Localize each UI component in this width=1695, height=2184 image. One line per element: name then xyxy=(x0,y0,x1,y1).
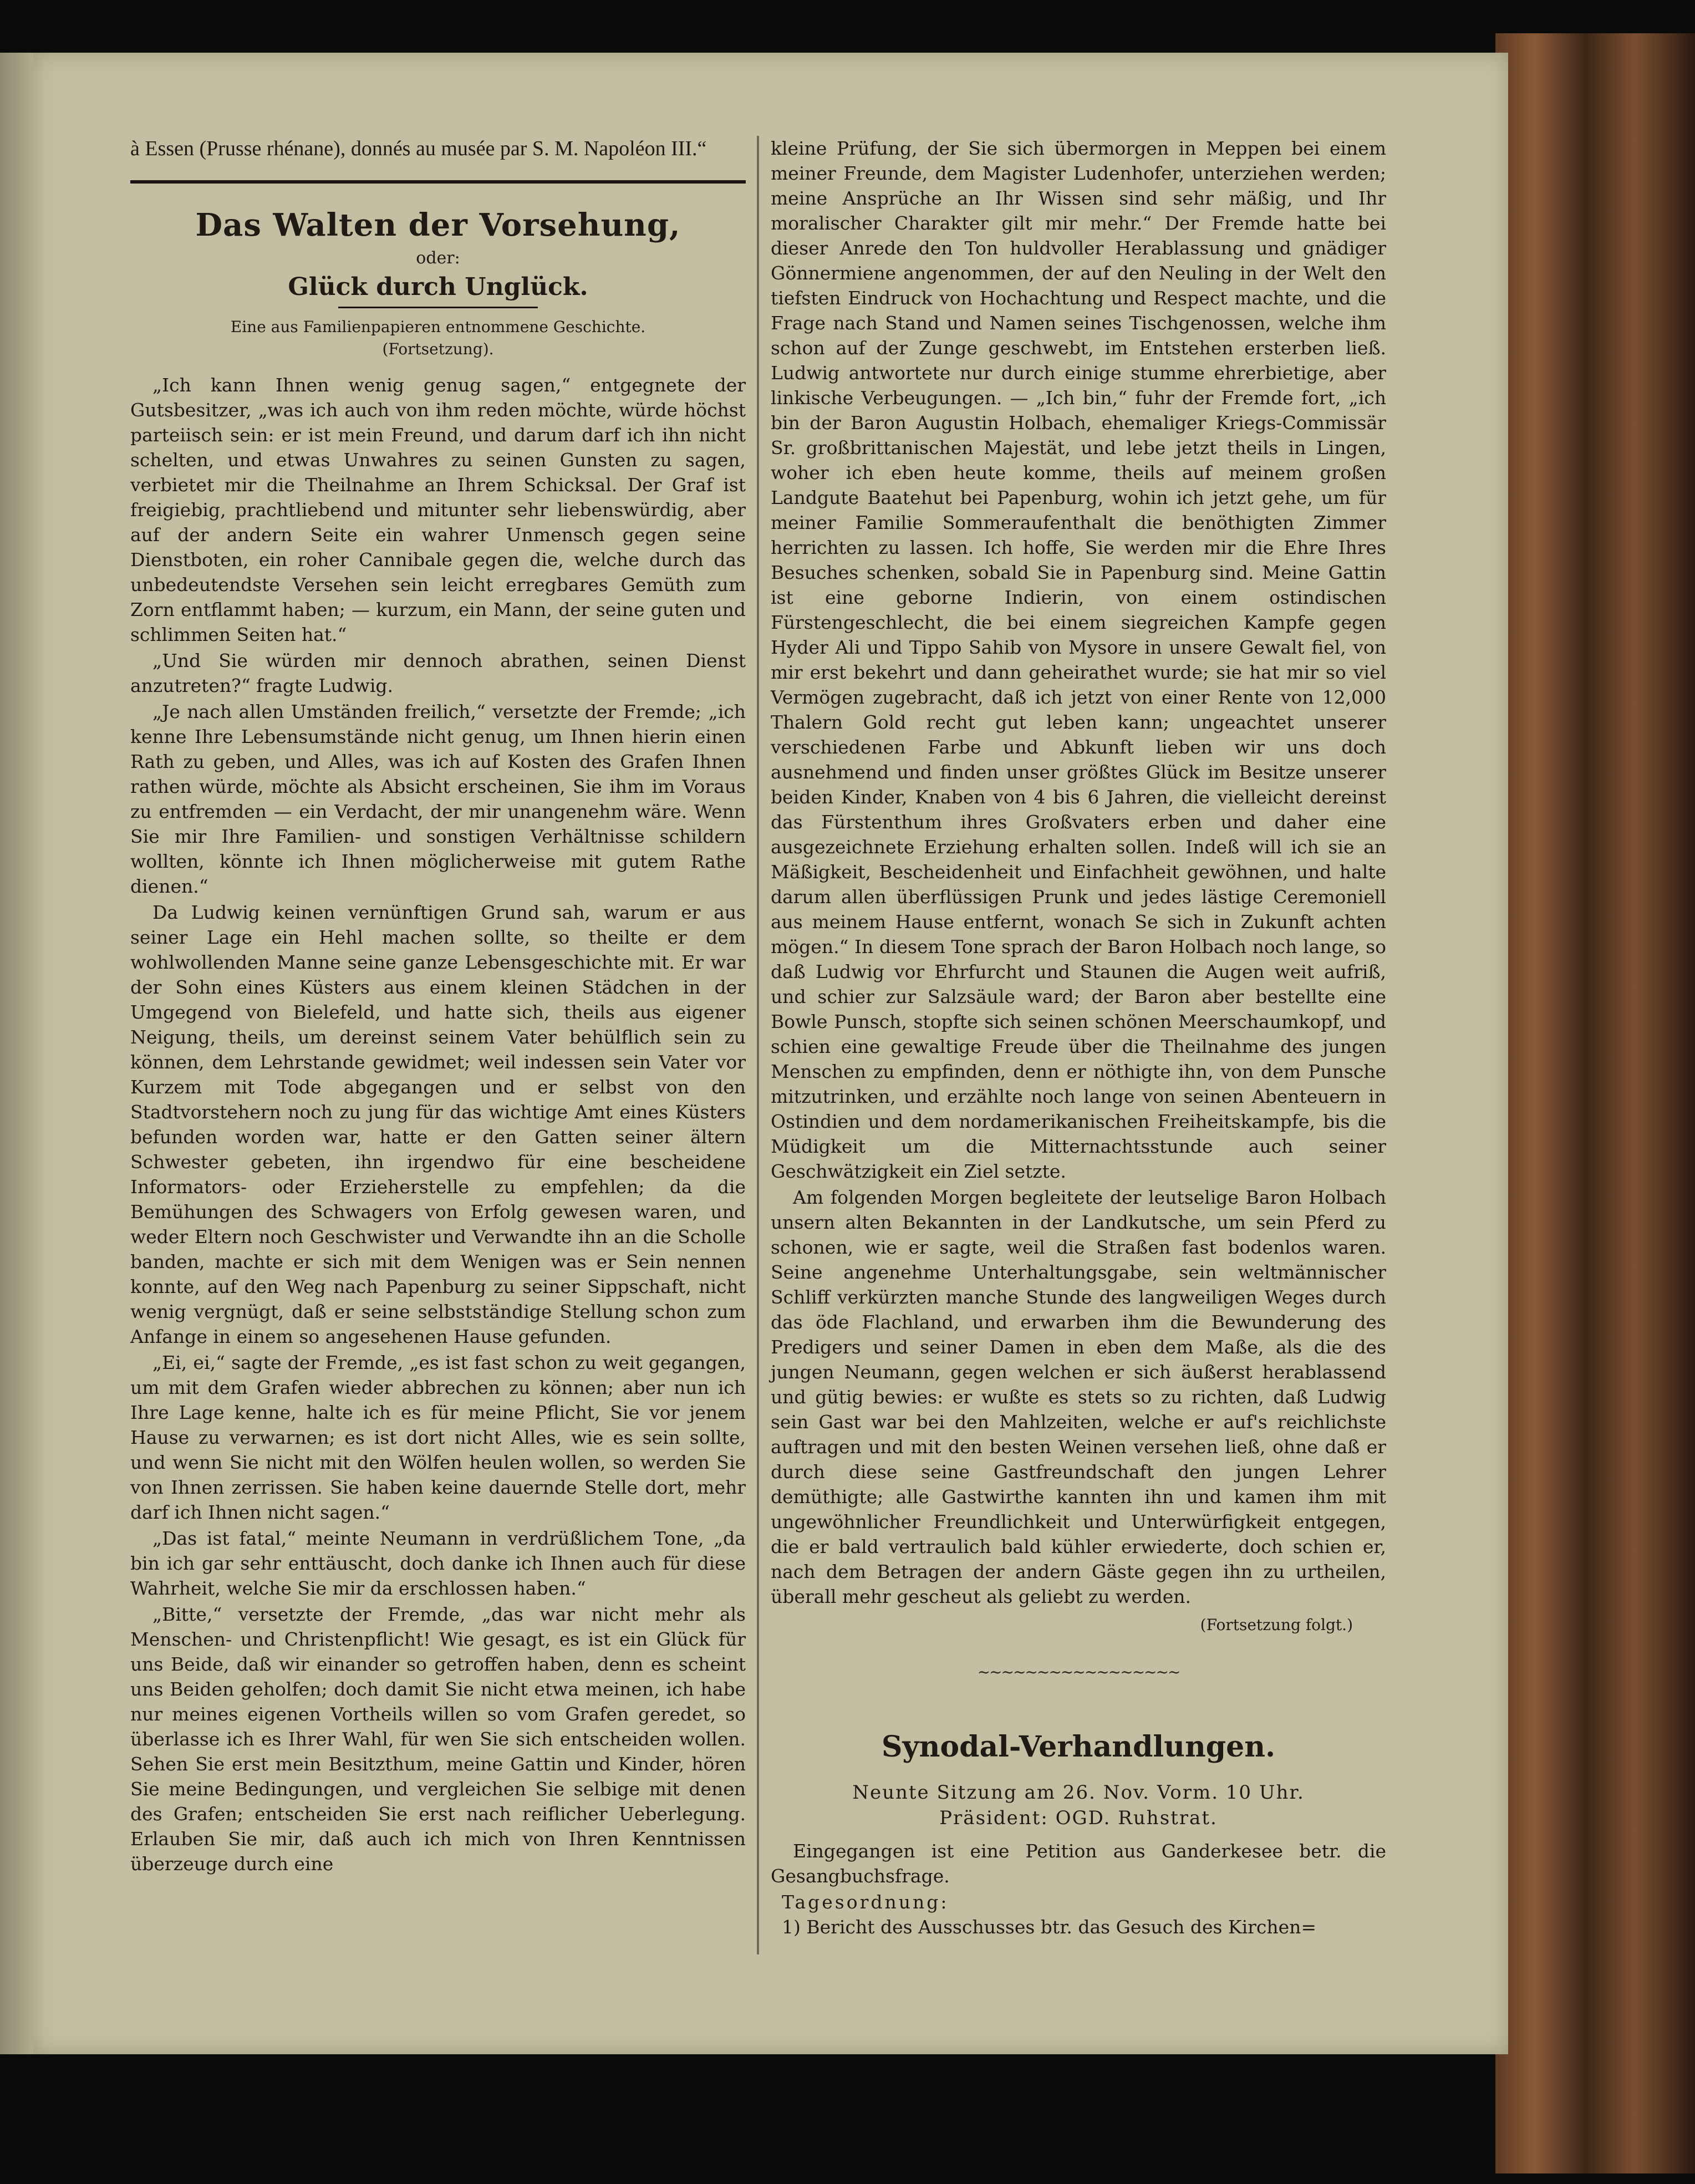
agenda-item: 1) Bericht des Ausschusses btr. das Gesuch des Kirchen= xyxy=(782,1916,1317,1938)
story-oder: oder: xyxy=(416,248,460,268)
story-paragraph: „Und Sie würden mir dennoch abrathen, seinen Dienst anzutreten?“ fragte Ludwig. xyxy=(130,650,746,696)
story-paragraph: „Ich kann Ihnen wenig genug sagen,“ entgegnete der Gutsbesitzer, „was ich auch von ihm reden möchte, würde höchst parteiisch sein: er ist mein Freund, und darum darf ich ihn nicht schelten, und etwas Unwahres zu seinen Gunsten zu sagen, verbietet mir die Theilnahme an Ihrem Schicksal. Der Graf ist freigiebig, prachtliebend und mitunter sehr liebenswürdig, aber auf der andern Seite ein wahrer Unmensch gegen seine Dienstboten, ein roher Cannibale gegen die, welche durch das unbedeutendste Versehen sein leicht erregbares Gemüth zum Zorn entflammt haben; — kurzum, ein Mann, der seine guten und schlimmen Seiten hat.“ xyxy=(130,374,746,645)
story-subtitle: Glück durch Unglück. xyxy=(288,273,588,301)
section-rule xyxy=(130,180,746,184)
story-paragraph: Am folgenden Morgen begleitete der leutselige Baron Holbach unsern alten Bekannten in der Landkutsche, um sein Pferd zu schonen, wie er sagte, weil die Straßen fast bodenlos waren. Seine angenehme Unterhaltungsgabe, sein weltmännischer Schliff verkürzten manche Stunde des langweiligen Weges durch das öde Flachland, und erwarben ihm die Bewunderung des Predigers und seiner Damen in eben dem Maße, als die des jungen Neumann, gegen welchen er sich äußerst herablassend und gütig bewies: er wußte es stets so zu richten, daß Ludwig sein Gast war bei den Mahlzeiten, welche er auf's reichlichste auftragen und mit den besten Weinen versehen ließ, ohne daß er durch diese seine Gastfreundschaft den jungen Lehrer demüthigte; alle Gastwirthe kannten ihn und kamen ihm mit ungewöhnlicher Freundlichkeit und Unterwürfigkeit entgegen, die er bald vertraulich bald kühler erwiederte, doch schien er, nach dem Betragen der andern Gäste gegen ihn zu urtheilen, überall mehr gescheut als geliebt zu werden. xyxy=(771,1187,1386,1607)
book-edge xyxy=(1495,33,1695,2173)
column-divider xyxy=(757,136,759,1954)
intro-text: à Essen (Prusse rhénane), donnés au musée par S. M. Napoléon III.“ xyxy=(130,137,707,160)
subtitle-rule xyxy=(338,307,538,308)
president-line: Präsident: OGD. Ruhstrat. xyxy=(939,1807,1218,1829)
story-paragraph: „Je nach allen Umständen freilich,“ versetzte der Fremde; „ich kenne Ihre Lebensumstände nicht genug, um Ihnen hierin einen Rath zu geben, und Alles, was ich auf Kosten des Grafen Ihnen rathen würde, möchte als Absicht erscheinen, Sie ihm im Voraus zu entfremden — ein Verdacht, der mir unangenehm wäre. Wenn Sie mir Ihre Familien- und sonstigen Verhältnisse schildern wollten, könnte ich Ihnen möglicherweise mit gutem Rathe dienen.“ xyxy=(130,701,746,897)
story-paragraph: „Bitte,“ versetzte der Fremde, „das war nicht mehr als Menschen- und Christenpflicht! Wie gesagt, es ist ein Glück für uns Beide, daß wir einander so getroffen haben, denn es scheint uns Beiden geholfen; doch damit Sie nicht etwa meinen, ich habe nur meines eigenen Vortheils willen so vom Grafen geredet, so überlasse ich es Ihrer Wahl, für wen Sie sich entscheiden wollen. Sehen Sie erst mein Besitzthum, meine Gattin und Kinder, hören Sie meine Bedingungen, und vergleichen Sie selbige mit denen des Grafen; entscheiden Sie erst nach reiflicher Ueberlegung. Erlauben Sie mir, daß auch ich mich von Ihren Kenntnissen überzeuge durch eine xyxy=(130,1603,746,1875)
session-line: Neunte Sitzung am 26. Nov. Vorm. 10 Uhr. xyxy=(852,1781,1305,1804)
petition-text: Eingegangen ist eine Petition aus Ganderkesee betr. die Gesangbuchsfrage. xyxy=(771,1840,1386,1887)
story-title: Das Walten der Vorsehung, xyxy=(195,207,681,243)
synod-title: Synodal-Verhandlungen. xyxy=(881,1730,1276,1764)
newspaper-page xyxy=(33,53,1508,2054)
right-column xyxy=(771,136,1386,1939)
story-paragraph: „Ei, ei,“ sagte der Fremde, „es ist fast schon zu weit gegangen, um mit dem Grafen wieder abbrechen zu können; aber nun ich Ihre Lage kenne, halte ich es für meine Pflicht, Sie vor jenem Hause zu verwarnen; es ist dort nicht Alles, wie es sein sollte, und wenn Sie nicht mit den Wölfen heulen wollen, so werden Sie von Ihnen zerrissen. Sie haben keine dauernde Stelle dort, mehr darf ich Ihnen nicht sagen.“ xyxy=(130,1352,746,1523)
left-column xyxy=(130,136,746,1877)
story-source: Eine aus Familienpapieren entnommene Geschichte. xyxy=(230,318,646,336)
story-continuation: (Fortsetzung). xyxy=(382,340,494,358)
to-be-continued: (Fortsetzung folgt.) xyxy=(1200,1616,1353,1634)
wavy-separator: ~~~~~~~~~~~~~~~~~ xyxy=(977,1663,1180,1681)
story-paragraph: kleine Prüfung, der Sie sich übermorgen in Meppen bei einem meiner Freunde, dem Magister Ludenhofer, unterziehen werden; meine Ansprüche an Ihr Wissen sind sehr mäßig, und Ihr moralischer Charakter gilt mir mehr.“ Der Fremde hatte bei dieser Anrede den Ton huldvoller Herablassung und gnädiger Gönnermiene angenommen, der auf den Neuling in der Welt den tiefsten Eindruck von Hochachtung und Respect machte, und die Frage nach Stand und Namen seines Tischgenossen, welche ihm schon auf der Zunge geschwebt, im Entstehen ersterben ließ. Ludwig antwortete nur durch einige stumme ehrerbietige, aber linkische Verbeugungen. — „Ich bin,“ fuhr der Fremde fort, „ich bin der Baron Augustin Holbach, ehemaliger Kriegs-Commissär Sr. großbrittanischen Majestät, und lebe jetzt theils in Lingen, woher ich eben heute komme, theils auf meinem großen Landgute Baatehut bei Papenburg, wohin ich jetzt gehe, um für meiner Familie Sommeraufenthalt die benöthigten Zimmer herrichten zu lassen. Ich hoffe, Sie werden mir die Ehre Ihres Besuches schenken, sobald Sie in Papenburg sind. Meine Gattin ist eine geborne Indierin, von einem ostindischen Fürstengeschlecht, die bei einem siegreichen Kampfe gegen Hyder Ali und Tippo Sahib von Mysore in unsere Gewalt fiel, von mir erst bekehrt und dann geheirathet wurde; sie hat mir so viel Vermögen zugebracht, daß ich jetzt von einer Rente von 12,000 Thalern Gold recht gut leben kann; ungeachtet unserer verschiedenen Farbe und Abkunft lieben wir uns doch ausnehmend und finden unser größtes Glück im Besitze unserer beiden Kinder, Knaben von 4 bis 6 Jahren, die vielleicht dereinst das Fürstenthum ihres Großvaters erben und daher eine ausgezeichnete Erziehung erhalten sollen. Indeß will ich sie an Mäßigkeit, Bescheidenheit und Einfachheit gewöhnen, und halte darum allen überflüssigen Prunk und jedes lästige Ceremoniell aus meinem Hause entfernt, wonach Se sich in Zukunft achten mögen.“ In diesem Tone sprach der Baron Holbach noch lange, so daß Ludwig vor Ehrfurcht und Staunen die Augen weit aufriß, und schier zur Salzsäule ward; der Baron aber bestellte eine Bowle Punsch, stopfte sich seinen schönen Meerschaumkopf, und schien eine gewaltige Freude über die Theilnahme des jungen Menschen zu empfinden, denn er nöthigte ihn, von dem Punsche mitzutrinken, und erzählte noch lange von seinen Abenteuern in Ostindien und dem nordamerikanischen Freiheitskampfe, bis die Müdigkeit um die Mitternachtsstunde auch seiner Geschwätzigkeit ein Ziel setzte. xyxy=(771,138,1386,1182)
story-paragraph: „Das ist fatal,“ meinte Neumann in verdrüßlichem Tone, „da bin ich gar sehr enttäuscht, doch danke ich Ihnen auch für diese Wahrheit, welche Sie mir da erschlossen haben.“ xyxy=(130,1528,746,1599)
agenda-label: Tagesordnung: xyxy=(782,1891,949,1913)
story-paragraph: Da Ludwig keinen vernünftigen Grund sah, warum er aus seiner Lage ein Hehl machen sollte, so theilte er dem wohlwollenden Manne seine ganze Lebensgeschichte mit. Er war der Sohn eines Küsters aus einem kleinen Städchen in der Umgegend von Bielefeld, und hatte sich, theils aus eigener Neigung, theils, um dereinst seinem Vater behülflich sein zu können, dem Lehrstande gewidmet; weil indessen sein Vater vor Kurzem mit Tode abgegangen und er selbst von den Stadtvorstehern noch zu jung für das wichtige Amt eines Küsters befunden worden war, hatte er den Gatten seiner ältern Schwester gebeten, ihn irgendwo für eine bescheidene Informators- oder Erzieherstelle zu empfehlen; da die Bemühungen des Schwagers von Erfolg gewesen waren, und weder Eltern noch Geschwister und Verwandte ihn an die Scholle banden, machte er sich mit dem Wenigen was er Sein nennen konnte, auf den Weg nach Papenburg zu seiner Sippschaft, nicht wenig vergnügt, daß er seine selbstständige Stellung schon zum Anfange in einem so angesehenen Hause gefunden. xyxy=(130,902,746,1347)
